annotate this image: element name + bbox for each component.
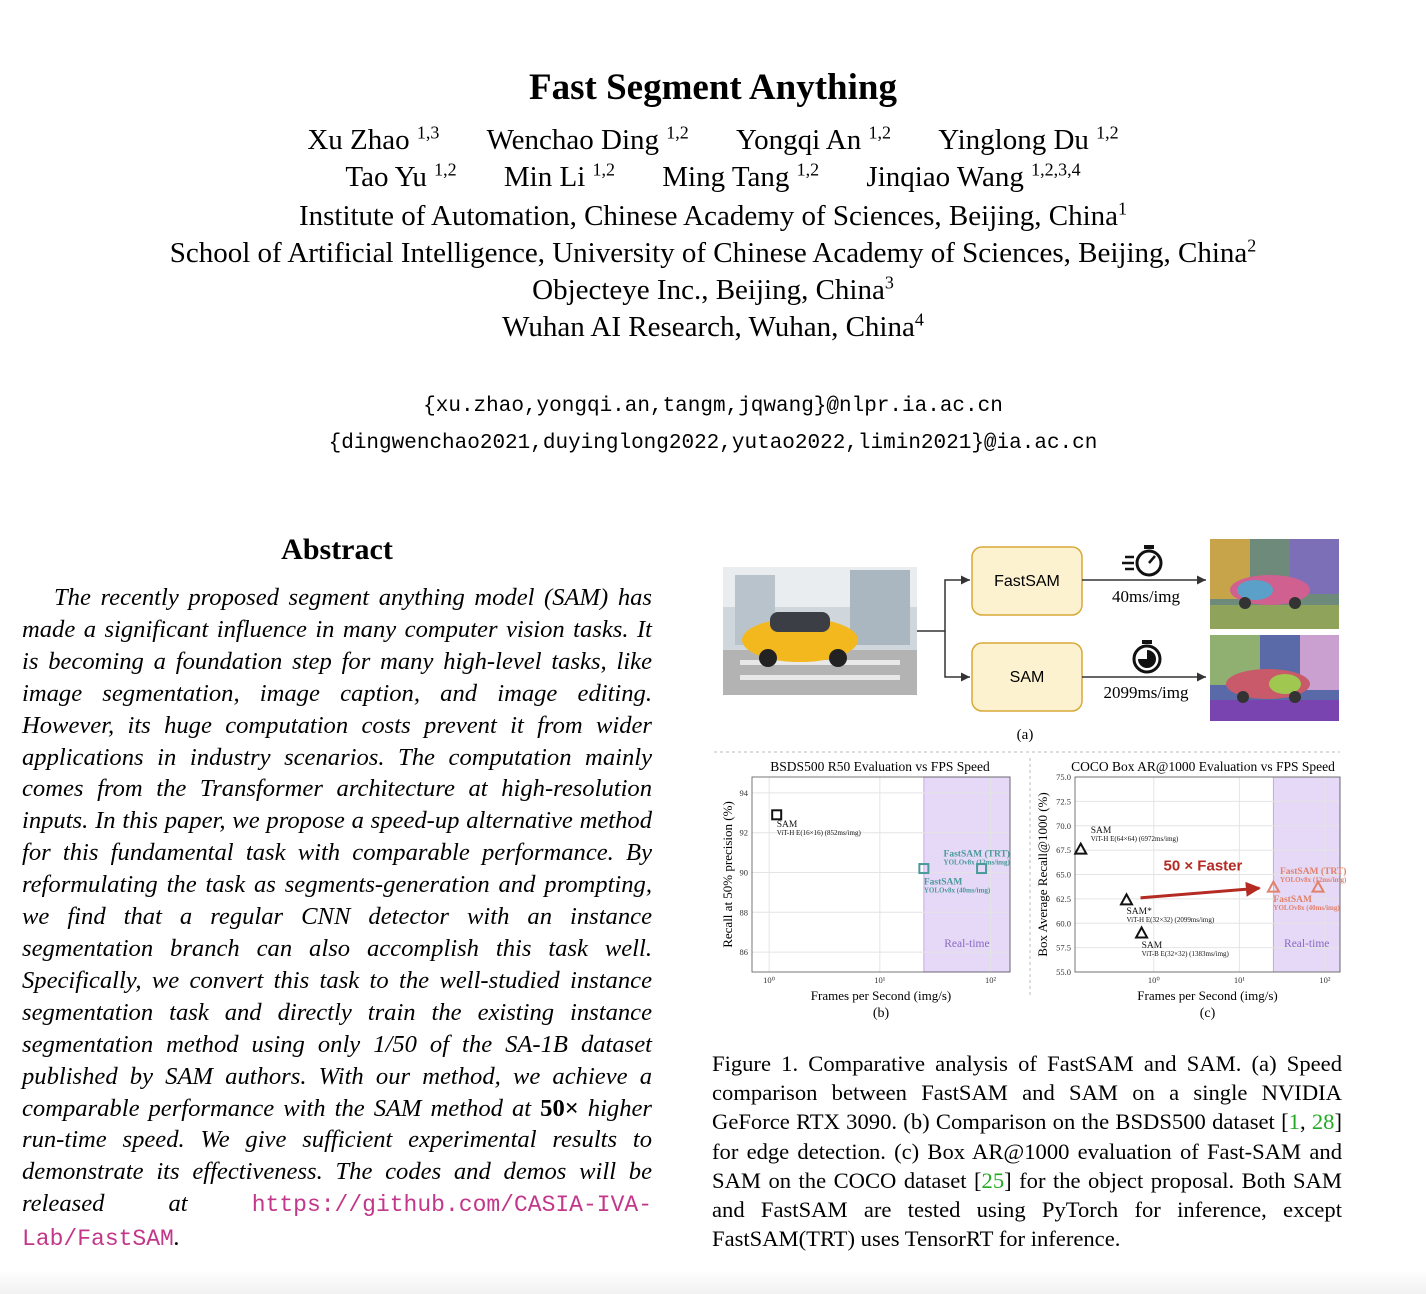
faster-annotation: 50 × Faster xyxy=(1163,857,1243,875)
figure-a-pipeline xyxy=(723,539,1339,743)
author: Min Li $^{1,2}$ xyxy=(503,159,616,193)
abstract-heading: Abstract xyxy=(281,533,393,566)
point-note: YOLOv8x (40ms/img) xyxy=(923,886,991,895)
affiliation: Wuhan AI Research, Wuhan, China$^4$ xyxy=(502,309,924,343)
y-tick-label: 72.5 xyxy=(1056,796,1071,807)
y-tick-label: 94 xyxy=(739,787,748,798)
point-note: ViT-H E(32×32) (2099ms/img) xyxy=(1126,915,1215,924)
data-point xyxy=(772,810,781,819)
author: Ming Tang $^{1,2}$ xyxy=(662,159,820,193)
slow-stopwatch-icon xyxy=(1134,640,1160,672)
chart-sublabel: (b) xyxy=(872,1006,890,1021)
point-note: ViT-H E(16×16) (852ms/img) xyxy=(776,828,861,837)
chart-sublabel: (c) xyxy=(1199,1006,1216,1021)
data-point xyxy=(1136,928,1147,938)
point-label: SAM xyxy=(1090,826,1112,837)
fastsam-box-label: FastSAM xyxy=(994,573,1060,590)
y-tick-label: 55.0 xyxy=(1056,967,1071,977)
abstract-body: The recently proposed segment anything model (SAM) has made a significant influence in many computer vision tasks. It is becoming a foundation step for many high-level tasks, like image segmentation, image caption, and image editing. However, its huge computation costs prevent it from wider applications in industry scenarios. The computation mainly comes from the Transformer architecture at high-resolution inputs. In this paper, we propose a speed-up alternative method for this fundamental task with comparable performance. By reformulating the task as segments-generation and prompting, we find that a regular CNN detector with an instance segmentation branch can also accomplish this task well. Specifically, we convert this task to the well-studied instance segmentation task and directly train the existing instance segmentation method using only 1/50 of the SA-1B dataset published by SAM authors. With our method, we achieve a comparable performance with the SAM method at 50× higher run-time speed. We give sufficient experimental results to demonstrate its effectiveness. The codes and demos will be released at https://github.com/CASIA-IVA-Lab/FastSAM. xyxy=(22,584,652,1253)
author: Xu Zhao $^{1,3}$ xyxy=(307,122,440,156)
citation-link[interactable]: 1 xyxy=(1288,1109,1300,1135)
affiliation: Institute of Automation, Chinese Academy of Sciences, Beijing, China$^1$ xyxy=(298,198,1128,232)
point-note: ViT-B E(32×32) (1383ms/img) xyxy=(1141,950,1229,958)
point-note: YOLOv8x (40ms/img) xyxy=(1273,904,1340,913)
y-tick-label: 62.5 xyxy=(1056,893,1071,904)
y-tick-label: 57.5 xyxy=(1056,942,1071,953)
citation-link[interactable]: 28 xyxy=(1311,1109,1335,1135)
email-line: {xu.zhao,yongqi.an,tangm,jqwang}@nlpr.ia.ac.cn xyxy=(423,395,1003,418)
x-tick-label: 10⁰ xyxy=(1147,975,1160,985)
input-image xyxy=(723,567,917,695)
x-tick-label: 10¹ xyxy=(1233,975,1245,985)
y-tick-label: 86 xyxy=(739,947,748,958)
code-link[interactable]: https://github.com/CASIA-IVA-Lab/FastSAM xyxy=(22,1192,652,1253)
realtime-label: Real-time xyxy=(944,938,990,950)
point-note: YOLOv8x (12ms/img) xyxy=(943,858,1010,867)
author: Yinglong Du $^{1,2}$ xyxy=(938,122,1119,156)
sam-output-image xyxy=(1210,635,1339,721)
x-tick-label: 10² xyxy=(984,975,997,985)
speedup-bold: 50× xyxy=(540,1094,579,1122)
x-axis-label: Frames per Second (img/s) xyxy=(1137,988,1278,1003)
point-note: ViT-H E(64×64) (6972ms/img) xyxy=(1090,835,1179,844)
y-tick-label: 65.0 xyxy=(1056,869,1071,880)
y-tick-label: 90 xyxy=(739,867,748,878)
sam-time: 2099ms/img xyxy=(1103,683,1189,702)
y-axis-label: Box Average Recall@1000 (%) xyxy=(1035,792,1050,957)
point-label: FastSAM xyxy=(923,877,963,888)
figure-caption: Figure 1. Comparative analysis of FastSAM and SAM. (a) Speed comparison between FastSAM and SAM on a single NVIDIA GeForce RTX 3090. (b) Comparison on the BSDS500 dataset [1, 28] for edge detection. (c) Box AR@1000 evaluation of Fast-SAM and SAM on the COCO dataset [25] for the object proposal. Both SAM and FastSAM are tested using PyTorch for inference, except FastSAM(TRT) uses TensorRT for inference. xyxy=(712,1051,1343,1252)
author: Jinqiao Wang $^{1,2,3,4}$ xyxy=(866,159,1081,193)
email-line: {dingwenchao2021,duyinglong2022,yutao2022,limin2021}@ia.ac.cn xyxy=(328,432,1098,455)
point-label: SAM xyxy=(776,819,798,830)
author: Wenchao Ding $^{1,2}$ xyxy=(486,122,689,156)
fast-stopwatch-icon xyxy=(1122,545,1161,575)
paper-title: Fast Segment Anything xyxy=(529,67,897,108)
fastsam-output-image xyxy=(1210,539,1339,629)
x-axis-label: Frames per Second (img/s) xyxy=(810,988,952,1003)
chart-c xyxy=(1035,759,1347,1021)
point-label: SAM* xyxy=(1126,906,1152,917)
chart-title: COCO Box AR@1000 Evaluation vs FPS Speed xyxy=(1071,759,1335,774)
chart-title: BSDS500 R50 Evaluation vs FPS Speed xyxy=(770,759,990,774)
chart-b xyxy=(720,759,1011,1021)
sam-box-label: SAM xyxy=(1009,669,1045,686)
fastsam-time: 40ms/img xyxy=(1111,587,1181,606)
x-tick-label: 10⁰ xyxy=(763,975,776,985)
affiliation: School of Artificial Intelligence, University of Chinese Academy of Sciences, Beijing, China$^2$ xyxy=(169,235,1257,269)
realtime-label: Real-time xyxy=(1284,938,1330,950)
faster-arrow xyxy=(1141,888,1260,898)
data-point xyxy=(1075,844,1086,854)
y-tick-label: 92 xyxy=(739,827,748,838)
y-tick-label: 67.5 xyxy=(1056,845,1071,856)
author: Tao Yu $^{1,2}$ xyxy=(345,159,457,193)
author: Yongqi An $^{1,2}$ xyxy=(736,122,891,156)
y-tick-label: 88 xyxy=(739,907,748,918)
point-label: SAM xyxy=(1141,941,1163,951)
point-label: FastSAM (TRT) xyxy=(943,849,1010,860)
figure-a-sublabel: (a) xyxy=(1016,727,1034,743)
point-label: FastSAM xyxy=(1273,895,1312,906)
y-axis-label: Recall at 50% precision (%) xyxy=(720,801,735,948)
y-tick-label: 75.0 xyxy=(1056,772,1071,782)
x-tick-label: 10¹ xyxy=(874,975,886,985)
x-tick-label: 10² xyxy=(1319,975,1331,985)
y-tick-label: 60.0 xyxy=(1056,918,1071,929)
affiliation: Objecteye Inc., Beijing, China$^3$ xyxy=(532,272,894,306)
viewer-bottom-edge xyxy=(0,1270,1426,1294)
citation-link[interactable]: 25 xyxy=(981,1167,1005,1193)
point-note: YOLOv8x (12ms/img) xyxy=(1280,876,1347,885)
point-label: FastSAM (TRT) xyxy=(1280,867,1347,878)
y-tick-label: 70.0 xyxy=(1056,820,1071,831)
